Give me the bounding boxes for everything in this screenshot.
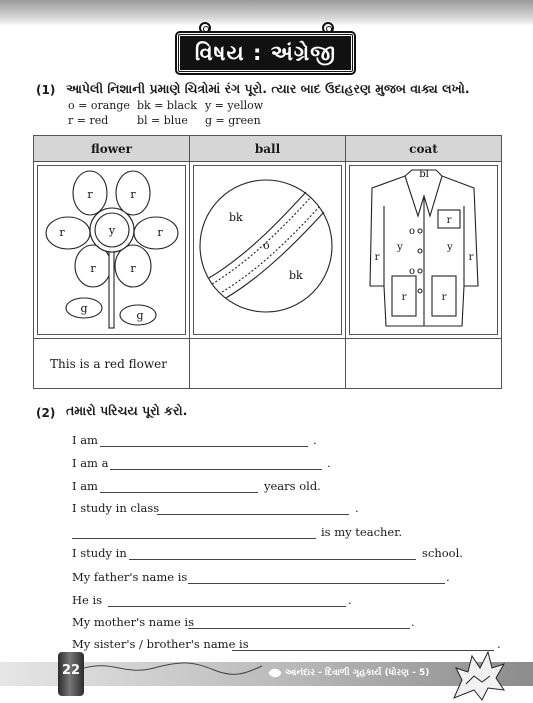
intro-line-suffix: . [355, 501, 359, 515]
flower-picture [38, 166, 185, 330]
coat-button [418, 289, 422, 293]
coat-button [418, 269, 422, 273]
intro-line-prefix: I study in [72, 546, 127, 560]
blank-answer-line[interactable] [157, 514, 349, 515]
coat-button [418, 249, 422, 253]
color-code: y = yellow [205, 99, 264, 112]
petal-label: r [130, 188, 136, 201]
coat-body-label: y [447, 242, 453, 253]
sentence-cell-flower[interactable]: This is a red flower [34, 339, 190, 389]
leaf-label: g [136, 309, 144, 322]
petal-label: r [90, 262, 96, 275]
intro-line-prefix: I am [72, 433, 98, 447]
coat-pocket-label: r [441, 292, 447, 303]
column-header-ball: ball [190, 136, 346, 162]
coat-collar-label: bl [419, 169, 429, 180]
color-code: r = red [68, 114, 109, 127]
ball-stripe-label: o [263, 239, 270, 252]
blank-answer-line[interactable] [72, 538, 316, 539]
intro-line-prefix: I am [72, 479, 98, 493]
flower-petal [134, 217, 178, 249]
column-header-coat: coat [346, 136, 502, 162]
petal-label: r [130, 262, 136, 275]
top-band [0, 0, 533, 26]
blank-answer-line[interactable] [110, 469, 322, 470]
petal-label: r [157, 226, 163, 239]
color-code: o = orange [68, 99, 130, 112]
color-code: g = green [205, 114, 261, 127]
coat-button-label: o [408, 226, 416, 237]
question-2-instruction: તમારો પરિચય પૂરો કરો. [66, 403, 188, 418]
ball-stripe-line [209, 192, 306, 278]
coat-button-label: o [408, 266, 416, 277]
petal-label: r [87, 188, 93, 201]
column-header-flower: flower [34, 136, 190, 162]
intro-line-suffix: . [327, 456, 331, 470]
intro-line-suffix: . [446, 570, 450, 584]
coat-sleeve-label: r [374, 252, 380, 263]
sentence-cell-coat[interactable] [346, 339, 502, 389]
intro-line-suffix: . [411, 615, 415, 629]
ball-bottom-label: bk [289, 269, 303, 282]
sentence-cell-ball[interactable] [190, 339, 346, 389]
question-1-instruction: આપેલી નિશાની પ્રમાણે ચિત્રોમાં રંગ પૂરો. ત્યાર બાદ ઉદાહરણ મુજબ વાક્ય લખો. [66, 81, 470, 96]
footer-swirl-icon [84, 658, 264, 678]
color-code: bl = blue [137, 114, 188, 127]
intro-line-prefix: My mother's name is [72, 615, 195, 629]
blank-answer-line[interactable] [129, 559, 416, 560]
color-code: bk = black [137, 99, 197, 112]
blank-answer-line[interactable] [188, 628, 410, 629]
blank-answer-line[interactable] [188, 583, 445, 584]
intro-line-prefix: He is [72, 593, 103, 607]
intro-line-suffix: years old. [264, 479, 321, 493]
question-1-number: (1) [36, 83, 56, 97]
intro-line-suffix: . [348, 593, 352, 607]
ball-top-label: bk [229, 211, 243, 224]
intro-line-prefix: I am a [72, 456, 109, 470]
coat-button [418, 229, 422, 233]
flower-stem [109, 252, 114, 328]
intro-line-suffix: . [497, 637, 501, 651]
book-title: આનંદાર - દિવાળી ગૃહકાર્ય (ધોરણ - 5) [285, 668, 430, 678]
ball-picture [194, 166, 341, 330]
coat-chest-pocket-label: r [446, 215, 452, 226]
blank-answer-line[interactable] [100, 446, 308, 447]
coat-picture [350, 166, 497, 330]
flower-petal [46, 217, 90, 249]
intro-line-prefix: My father's name is [72, 570, 188, 584]
coat-body-label: y [397, 242, 403, 253]
dragon-doodle-icon [448, 646, 508, 702]
intro-line-prefix: My sister's / brother's name is [72, 637, 249, 651]
subject-title: વિષય : અંગ્રેજી [177, 33, 354, 73]
leaf-ornament-icon [268, 668, 282, 678]
intro-line-suffix: school. [422, 546, 463, 560]
petal-label: r [59, 226, 65, 239]
center-label: y [108, 224, 116, 237]
intro-line-suffix: . [313, 433, 317, 447]
leaf-label: g [80, 302, 88, 315]
question-2-number: (2) [36, 406, 56, 420]
coat-sleeve-label: r [468, 252, 474, 263]
coloring-table [33, 135, 502, 389]
coat-pocket-label: r [401, 292, 407, 303]
intro-line-prefix: I study in class [72, 501, 160, 515]
page-number: 22 [61, 663, 81, 678]
intro-line-suffix: is my teacher. [321, 525, 403, 539]
blank-answer-line[interactable] [100, 492, 258, 493]
blank-answer-line[interactable] [108, 606, 346, 607]
